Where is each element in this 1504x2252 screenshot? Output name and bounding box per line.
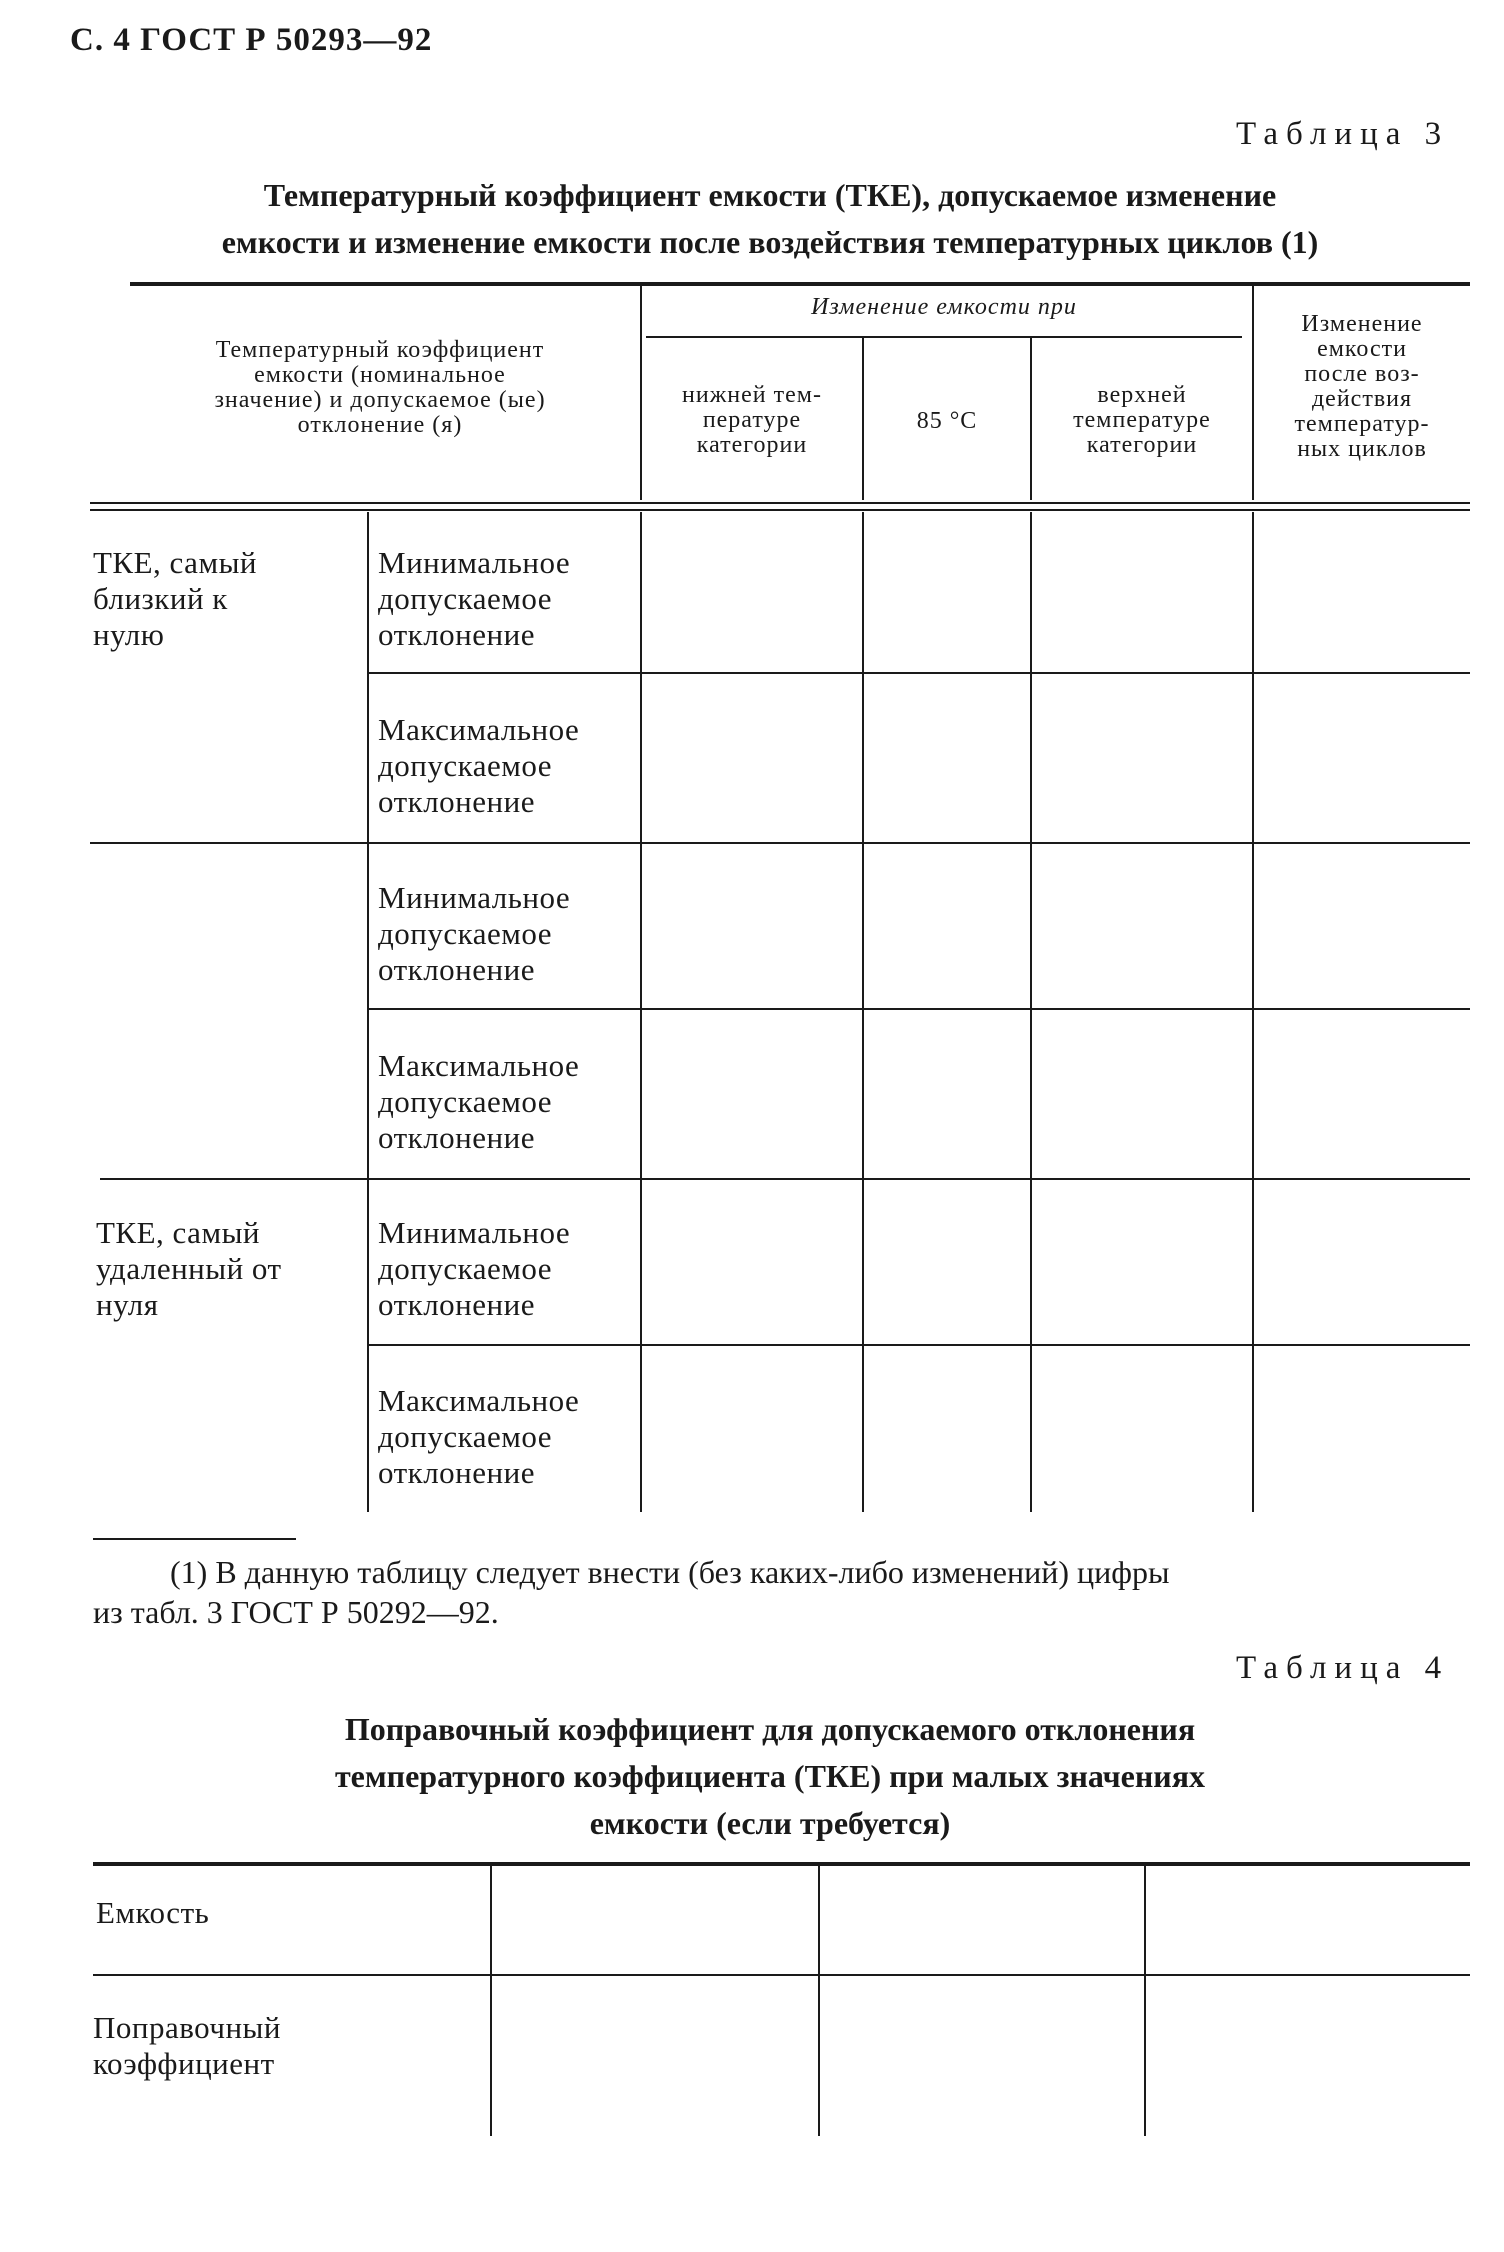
table3-group-label-1: ТКЕ, самый близкий к нулю bbox=[93, 545, 257, 652]
footnote-rule bbox=[93, 1538, 296, 1540]
table3-row-label-max: Максимальное допускаемое отклонение bbox=[378, 1383, 580, 1490]
table4-title-line2: температурного коэффициента (ТКЕ) при малых значениях bbox=[334, 1758, 1206, 1794]
table3-head-col1: Температурный коэффициент емкости (номинальное значение) и допускаемое (ые) отклонение (я) bbox=[214, 337, 546, 438]
table3-label: Таблица 3 bbox=[1236, 116, 1450, 152]
table4-row1-label: Емкость bbox=[96, 1895, 210, 1930]
table3-head-85: 85 °С bbox=[916, 408, 978, 434]
table3-group-rule-1 bbox=[90, 842, 1470, 844]
table4-title-line3: емкости (если требуется) bbox=[589, 1805, 951, 1841]
table4-row2-label: Поправочный коэффициент bbox=[93, 2010, 281, 2081]
table4-vline-2 bbox=[818, 1866, 820, 2136]
table3-vline-body-2 bbox=[640, 512, 642, 1512]
table3-title-line2: емкости и изменение емкости после воздействия температурных циклов (1) bbox=[221, 224, 1319, 260]
table3-row-label-max: Максимальное допускаемое отклонение bbox=[378, 712, 580, 819]
table4-top-rule bbox=[93, 1862, 1470, 1866]
table3-vline-body-4 bbox=[1030, 512, 1032, 1512]
table4-title-line1: Поправочный коэффициент для допускаемого отклонения bbox=[344, 1711, 1196, 1747]
table4-row-rule bbox=[93, 1974, 1470, 1976]
table3-row-label-min: Минимальное допускаемое отклонение bbox=[378, 1215, 571, 1322]
table4-vline-1 bbox=[490, 1866, 492, 2136]
table3-head-cycles: Изменение емкости после воз- действия температур- ных циклов bbox=[1294, 311, 1430, 462]
table3-group-label-3: ТКЕ, самый удаленный от нуля bbox=[96, 1215, 282, 1322]
table3-row-rule-3 bbox=[367, 1344, 1470, 1346]
table3-row-label-max: Максимальное допускаемое отклонение bbox=[378, 1048, 580, 1155]
table3-head-group: Изменение емкости при bbox=[811, 294, 1077, 320]
table3-row-label-min: Минимальное допускаемое отклонение bbox=[378, 880, 571, 987]
footnote-line2: из табл. 3 ГОСТ Р 50292—92. bbox=[93, 1594, 499, 1630]
table3-head-rule-1 bbox=[90, 502, 1470, 504]
table4-label: Таблица 4 bbox=[1236, 1650, 1450, 1686]
table3-head-high: верхней температуре категории bbox=[1073, 382, 1211, 458]
table3-head-rule-2 bbox=[90, 509, 1470, 511]
table3-vline-body-5 bbox=[1252, 512, 1254, 1512]
table3-top-rule bbox=[130, 282, 1470, 286]
table3-row-label-min: Минимальное допускаемое отклонение bbox=[378, 545, 571, 652]
table4-vline-3 bbox=[1144, 1866, 1146, 2136]
table3-row-rule-2 bbox=[367, 1008, 1470, 1010]
page-header: С. 4 ГОСТ Р 50293—92 bbox=[70, 22, 433, 58]
table3-group-rule bbox=[646, 336, 1242, 338]
table3-group-rule-2 bbox=[100, 1178, 1470, 1180]
table3-head-low: нижней тем- пературе категории bbox=[682, 382, 822, 458]
table3-title-line1: Температурный коэффициент емкости (ТКЕ), допускаемое изменение bbox=[263, 177, 1277, 213]
footnote-line1: (1) В данную таблицу следует внести (без каких-либо изменений) цифры bbox=[170, 1554, 1170, 1590]
table3-row-rule-1 bbox=[367, 672, 1470, 674]
table3-vline-body-3 bbox=[862, 512, 864, 1512]
table3-vline-body-1 bbox=[367, 512, 369, 1512]
